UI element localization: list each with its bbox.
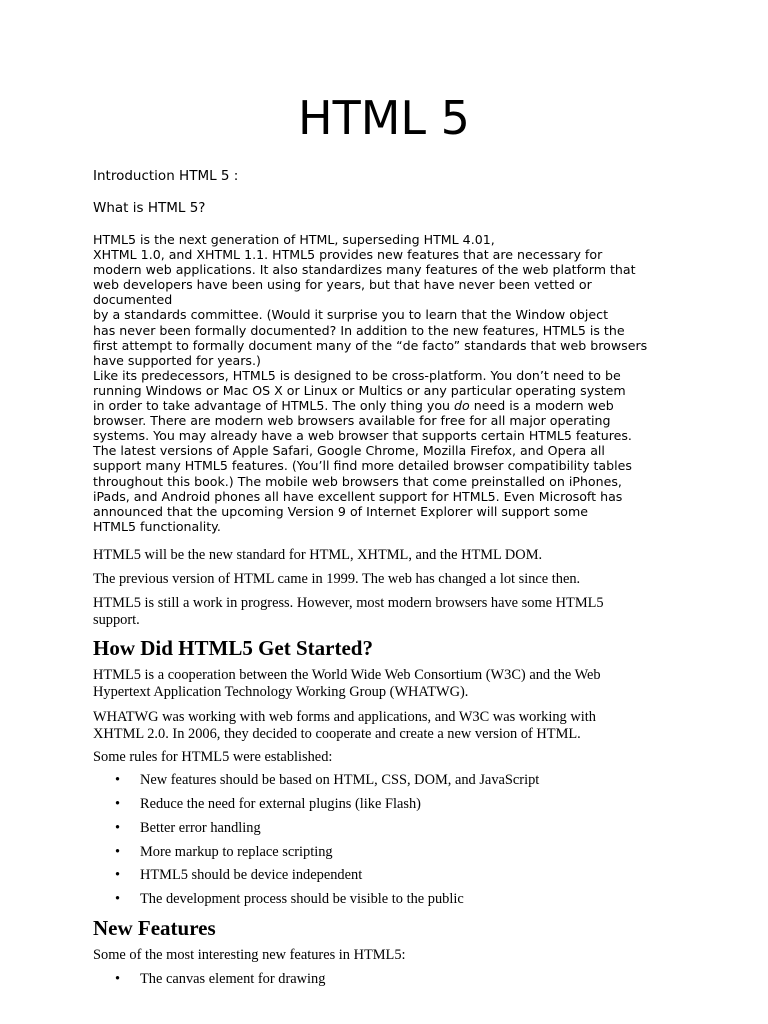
intro-paragraph xyxy=(93,232,693,534)
list-item-text: New features should be based on HTML, CSS, DOM, and JavaScript xyxy=(140,772,540,788)
para-line: in order to take advantage of HTML5. The only thing you do need is a modern web xyxy=(93,398,614,414)
para-line: modern web applications. It also standardizes many features of the web platform that xyxy=(93,262,636,278)
para-line: HTML5 is the next generation of HTML, superseding HTML 4.01, xyxy=(93,232,495,247)
para-line: iPads, and Android phones all have excellent support for HTML5. Even Microsoft has xyxy=(93,488,623,504)
heading-how-started: How Did HTML5 Get Started? xyxy=(93,636,373,660)
para-line: documented xyxy=(93,292,173,308)
para-line: The latest versions of Apple Safari, Google Chrome, Mozilla Firefox, and Opera all xyxy=(93,443,605,459)
list-item-text: The canvas element for drawing xyxy=(140,971,326,987)
intro-heading: Introduction HTML 5 : xyxy=(93,168,239,184)
para-line: XHTML 2.0. In 2006, they decided to cooperate and create a new version of HTML. xyxy=(93,726,581,742)
para-line: systems. You may already have a web browser that supports certain HTML5 features. xyxy=(93,428,632,444)
bullet-icon: • xyxy=(115,844,121,860)
bullet-icon: • xyxy=(115,772,121,788)
para-line: HTML5 functionality. xyxy=(93,518,221,534)
para-line: announced that the upcoming Version 9 of Internet Explorer will support some xyxy=(93,503,588,519)
bullet-icon: • xyxy=(115,820,121,836)
progress-paragraph xyxy=(93,595,693,629)
list-item-text: Better error handling xyxy=(140,820,261,836)
para-line: WHATWG was working with web forms and applications, and W3C was working with xyxy=(93,709,596,725)
para-line: throughout this book.) The mobile web browsers that come preinstalled on iPhones, xyxy=(93,473,622,489)
bullet-icon: • xyxy=(115,891,121,907)
cooperation-paragraph xyxy=(93,667,693,701)
para-line: web developers have been using for years, but that have never been vetted or xyxy=(93,277,592,293)
list-item-text: The development process should be visible to the public xyxy=(140,891,464,907)
rules-intro: Some rules for HTML5 were established: xyxy=(93,749,333,765)
bullet-icon: • xyxy=(115,867,121,883)
features-intro: Some of the most interesting new features in HTML5: xyxy=(93,947,406,963)
document-title: HTML 5 xyxy=(298,91,470,145)
para-line: Like its predecessors, HTML5 is designed to be cross-platform. You don’t need to be xyxy=(93,367,621,383)
para-line: XHTML 1.0, and XHTML 1.1. HTML5 provides new features that are necessary for xyxy=(93,247,603,263)
para-line: running Windows or Mac OS X or Linux or Multics or any particular operating system xyxy=(93,382,626,398)
previous-version-paragraph: The previous version of HTML came in 1999. The web has changed a lot since then. xyxy=(93,571,581,587)
para-line: by a standards committee. (Would it surprise you to learn that the Window object xyxy=(93,307,609,323)
bullet-icon: • xyxy=(115,971,121,987)
para-line: browser. There are modern web browsers available for free for all major operating xyxy=(93,413,611,429)
emphasis: do xyxy=(454,398,470,414)
para-line: have supported for years.) xyxy=(93,352,261,368)
para-line: first attempt to formally document many of the “de facto” standards that web browsers xyxy=(93,337,648,353)
whatwg-paragraph xyxy=(93,709,693,743)
heading-new-features: New Features xyxy=(93,916,216,940)
list-item-text: HTML5 should be device independent xyxy=(140,867,363,883)
what-is-heading: What is HTML 5? xyxy=(93,200,206,216)
list-item-text: More markup to replace scripting xyxy=(140,844,333,860)
standard-paragraph: HTML5 will be the new standard for HTML, XHTML, and the HTML DOM. xyxy=(93,547,543,563)
para-line: has never been formally documented? In addition to the new features, HTML5 is the xyxy=(93,322,625,338)
bullet-icon: • xyxy=(115,796,121,812)
para-line: support many HTML5 features. (You’ll find more detailed browser compatibility tables xyxy=(93,458,632,474)
para-line: support. xyxy=(93,612,140,628)
list-item-text: Reduce the need for external plugins (like Flash) xyxy=(140,796,421,812)
para-line: Hypertext Application Technology Working Group (WHATWG). xyxy=(93,684,469,700)
para-line: HTML5 is still a work in progress. However, most modern browsers have some HTML5 xyxy=(93,595,604,611)
para-line: HTML5 is a cooperation between the World Wide Web Consortium (W3C) and the Web xyxy=(93,667,601,683)
